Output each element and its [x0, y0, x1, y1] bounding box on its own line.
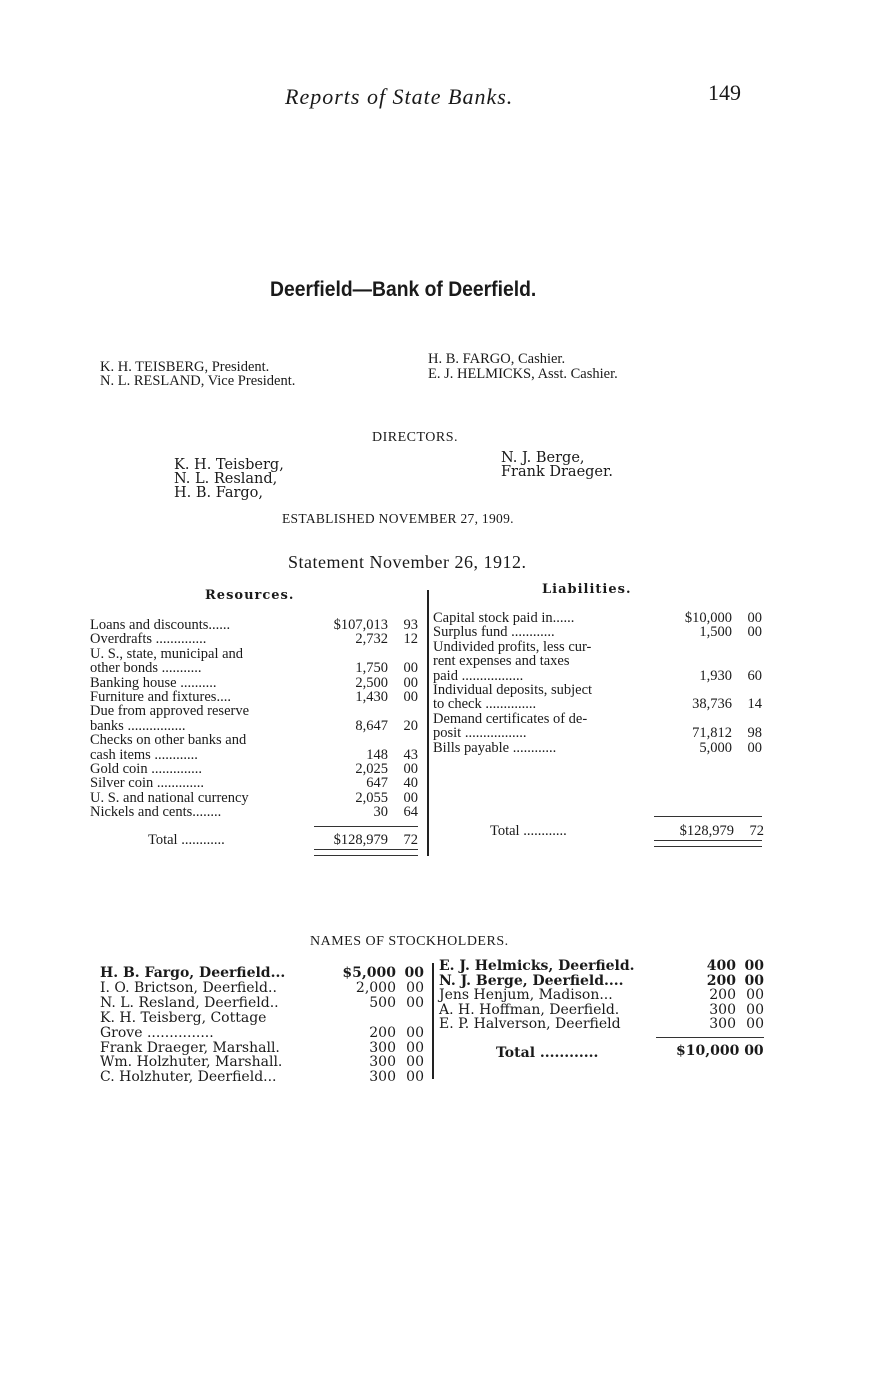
resources-cents: 00	[403, 789, 418, 806]
resources-cents: 64	[403, 804, 418, 821]
resources-cents: 93	[403, 617, 418, 633]
director-left-2: N. L. Resland,	[174, 471, 278, 487]
resources-dollars: $107,013	[333, 617, 388, 633]
stockholder-name: A. H. Hoffman, Deerfield.	[439, 1001, 620, 1018]
stockholder-cents: 00	[406, 994, 424, 1011]
director-left-3: H. B. Fargo,	[174, 485, 264, 501]
liabilities-cents: 00	[747, 739, 762, 756]
stockholders-total-rule	[656, 1037, 764, 1038]
resources-label: Due from approved reserve	[90, 703, 250, 720]
resources-dollars: 1,750	[355, 660, 388, 677]
liabilities-dollars: $10,000	[684, 610, 732, 626]
resources-cents: 00	[403, 761, 418, 777]
stockholder-name: Grove ...............	[100, 1024, 214, 1041]
liabilities-dollars: 1,930	[699, 667, 732, 684]
resources-heading: Resources.	[205, 588, 295, 603]
stockholder-dollars: 300	[709, 1016, 736, 1033]
liabilities-label: rent expenses and taxes	[433, 653, 570, 670]
liabilities-cents: 00	[747, 624, 762, 641]
resources-label: Banking house ..........	[90, 674, 217, 691]
resources-label: Nickels and cents........	[90, 804, 222, 821]
resources-cents: 00	[403, 674, 418, 691]
stockholder-dollars: 200	[706, 972, 736, 989]
stockholders-total-label: Total ............	[496, 1045, 599, 1061]
stockholder-name: E. P. Halverson, Deerfield	[439, 1016, 621, 1033]
resources-label: Gold coin ..............	[90, 761, 202, 777]
resources-dollars: 2,055	[355, 789, 388, 806]
stockholder-cents: 00	[406, 1054, 424, 1071]
stockholder-dollars: $5,000	[342, 965, 396, 981]
liabilities-dollars: 71,812	[692, 725, 732, 742]
liabilities-total-dollars: $128,979	[679, 823, 734, 839]
stockholder-dollars: 300	[709, 1001, 736, 1018]
stockholder-name: H. B. Fargo, Deerfield...	[100, 965, 286, 981]
director-right-2: Frank Draeger.	[501, 464, 613, 480]
resources-label: cash items ............	[90, 746, 198, 763]
resources-total-label: Total ............	[148, 832, 225, 848]
resources-total-double-rule	[314, 849, 418, 856]
liabilities-dollars: 1,500	[699, 624, 732, 641]
stockholder-name: Jens Henjum, Madison...	[439, 987, 613, 1004]
resources-label: Loans and discounts......	[90, 617, 231, 633]
resources-dollars: 30	[373, 804, 388, 821]
stockholder-name: C. Holzhuter, Deerfield...	[100, 1069, 277, 1086]
running-header: Reports of State Banks.	[285, 84, 514, 109]
resources-dollars: 2,732	[355, 631, 388, 648]
stockholders-column-divider	[432, 963, 434, 1079]
stockholder-cents: 00	[406, 1024, 424, 1041]
liabilities-label: posit .................	[433, 725, 527, 742]
resources-cents: 00	[403, 689, 418, 705]
liabilities-heading: Liabilities.	[542, 582, 632, 597]
stockholders-title: NAMES OF STOCKHOLDERS.	[310, 934, 509, 949]
stockholder-name: K. H. Teisberg, Cottage	[100, 1009, 267, 1026]
officer-president: K. H. TEISBERG, President.	[100, 359, 270, 375]
officer-vice-president: N. L. RESLAND, Vice President.	[100, 373, 296, 389]
stockholder-cents: 00	[406, 979, 424, 996]
stockholder-cents: 00	[744, 958, 764, 974]
resources-cents: 00	[403, 660, 418, 677]
resources-dollars: 647	[366, 775, 388, 792]
stockholder-cents: 00	[744, 972, 764, 989]
directors-title: DIRECTORS.	[372, 430, 459, 445]
liabilities-dollars: 38,736	[692, 696, 732, 713]
resources-label: Furniture and fixtures....	[90, 689, 231, 705]
stockholder-name: Frank Draeger, Marshall.	[100, 1039, 280, 1056]
liabilities-cents: 98	[747, 725, 762, 742]
bank-title: Deerfield—Bank of Deerfield.	[270, 278, 537, 301]
liabilities-label: Surplus fund ............	[433, 624, 555, 641]
stockholder-name: Wm. Holzhuter, Marshall.	[100, 1054, 283, 1071]
stockholder-dollars: 2,000	[355, 979, 396, 996]
stockholder-name: E. J. Helmicks, Deerfield.	[439, 958, 635, 974]
officer-asst-cashier: E. J. HELMICKS, Asst. Cashier.	[428, 366, 618, 382]
statement-column-divider	[427, 590, 429, 856]
liabilities-total-rule	[654, 816, 762, 817]
stockholder-name: N. J. Berge, Deerfield....	[439, 972, 624, 989]
stockholders-total-amount: $10,000 00	[676, 1043, 764, 1059]
resources-label: banks ................	[90, 717, 186, 734]
stockholder-cents: 00	[746, 987, 764, 1004]
stockholder-cents: 00	[746, 1001, 764, 1018]
liabilities-cents: 00	[747, 610, 762, 626]
liabilities-total-label: Total ............	[490, 823, 567, 839]
resources-cents: 43	[403, 746, 418, 763]
resources-label: Overdrafts ..............	[90, 631, 207, 648]
stockholder-cents: 00	[404, 965, 424, 981]
stockholder-cents: 00	[746, 1016, 764, 1033]
resources-label: U. S., state, municipal and	[90, 645, 244, 662]
stockholder-name: I. O. Brictson, Deerfield..	[100, 979, 277, 996]
page-number: 149	[708, 80, 741, 105]
liabilities-total-cents: 72	[749, 823, 764, 839]
resources-cents: 20	[403, 717, 418, 734]
stockholder-cents: 00	[406, 1069, 424, 1086]
statement-title: Statement November 26, 1912.	[288, 552, 527, 572]
liabilities-total-double-rule	[654, 840, 762, 847]
resources-dollars: 148	[366, 746, 388, 763]
resources-total-rule	[314, 826, 418, 827]
director-left-1: K. H. Teisberg,	[174, 457, 284, 473]
stockholder-dollars: 200	[709, 987, 736, 1004]
resources-label: Silver coin .............	[90, 775, 204, 792]
stockholder-cents: 00	[406, 1039, 424, 1056]
resources-dollars: 2,500	[355, 674, 388, 691]
resources-dollars: 2,025	[355, 761, 388, 777]
resources-total-dollars: $128,979	[333, 832, 388, 848]
liabilities-label: Capital stock paid in......	[433, 610, 575, 626]
resources-label: other bonds ...........	[90, 660, 202, 677]
stockholder-dollars: 300	[369, 1054, 396, 1071]
resources-label: U. S. and national currency	[90, 789, 249, 806]
resources-dollars: 1,430	[355, 689, 388, 705]
stockholder-dollars: 300	[369, 1069, 396, 1086]
officer-cashier: H. B. FARGO, Cashier.	[428, 351, 566, 367]
liabilities-label: to check ..............	[433, 696, 537, 713]
liabilities-cents: 60	[747, 667, 762, 684]
liabilities-label: Individual deposits, subject	[433, 682, 593, 698]
resources-cents: 40	[403, 775, 418, 792]
resources-total-cents: 72	[403, 832, 418, 848]
liabilities-dollars: 5,000	[699, 739, 732, 756]
liabilities-label: Demand certificates of de-	[433, 710, 588, 727]
resources-label: Checks on other banks and	[90, 732, 247, 749]
stockholder-name: N. L. Resland, Deerfield..	[100, 994, 279, 1011]
liabilities-label: paid .................	[433, 667, 524, 684]
stockholder-dollars: 300	[369, 1039, 396, 1056]
resources-cents: 12	[403, 631, 418, 648]
established-line: ESTABLISHED NOVEMBER 27, 1909.	[282, 511, 514, 526]
liabilities-label: Undivided profits, less cur-	[433, 638, 592, 655]
stockholder-dollars: 500	[369, 994, 396, 1011]
stockholder-dollars: 400	[706, 958, 736, 974]
director-right-1: N. J. Berge,	[501, 450, 585, 466]
stockholder-dollars: 200	[369, 1024, 396, 1041]
liabilities-cents: 14	[747, 696, 762, 713]
resources-dollars: 8,647	[355, 717, 388, 734]
liabilities-label: Bills payable ............	[433, 739, 557, 756]
